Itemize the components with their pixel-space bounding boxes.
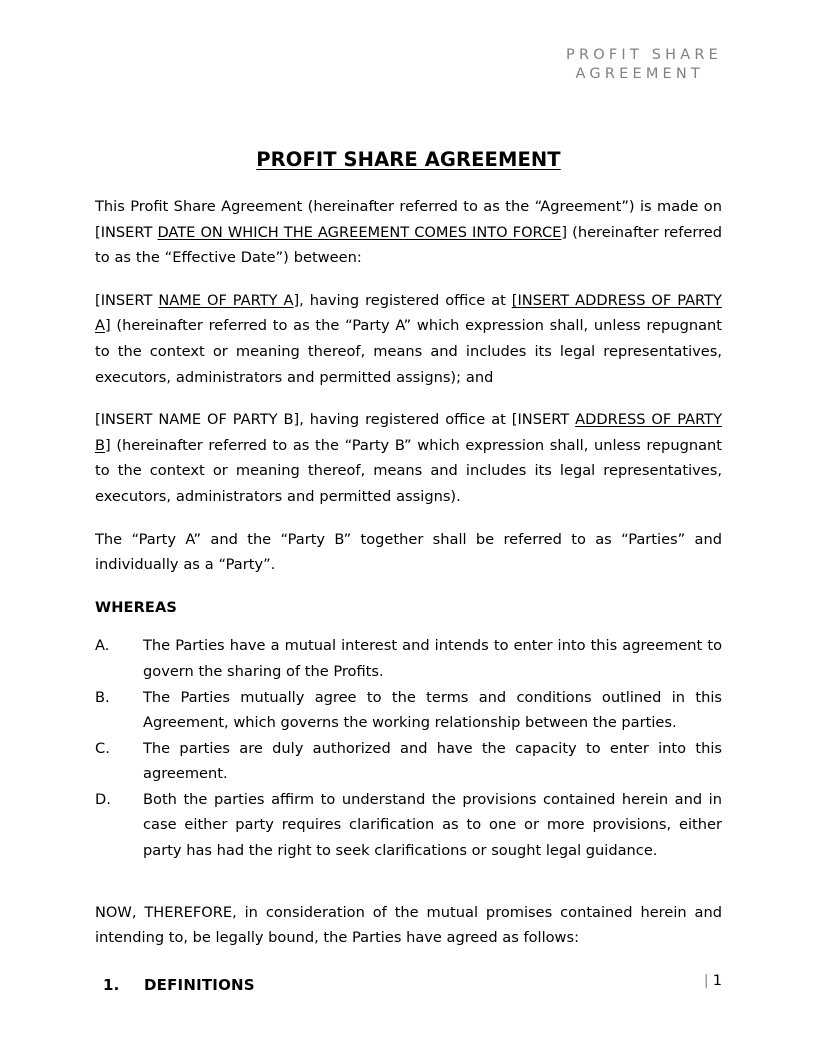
paragraph-party-a [95, 288, 722, 390]
list-item-text: The Parties mutually agree to the terms and conditions outlined in this Agreement, which governs the working relationship between the parties. [143, 688, 722, 732]
running-header [95, 46, 722, 83]
section-number: 1. [103, 975, 120, 994]
party-a-text-1: [INSERT [95, 291, 159, 309]
party-b-text-1: [INSERT NAME OF PARTY B], having registered office at [INSERT [95, 411, 576, 429]
page-number: 1 [712, 972, 722, 989]
intro-placeholder-date: DATE ON WHICH THE AGREEMENT COMES INTO FORCE [157, 223, 562, 241]
list-item [95, 736, 722, 787]
paragraph-parties-definition: The “Party A” and the “Party B” together shall be referred to as “Parties” and individually as a “Party”. [95, 530, 722, 574]
page-title: PROFIT SHARE AGREEMENT [256, 148, 561, 171]
list-item-marker: B. [95, 688, 110, 706]
list-item-text: Both the parties affirm to understand the provisions contained herein and in case either party requires clarification as to one or more provisions, either party has had the right to seek clarifications or sought legal guidance. [143, 790, 722, 860]
running-header-line-2: AGREEMENT [575, 65, 704, 82]
party-a-placeholder-name: NAME OF PARTY A [158, 291, 294, 309]
list-item [95, 685, 722, 736]
paragraph-intro [95, 194, 722, 271]
whereas-list [95, 633, 722, 863]
party-b-text-2: ] (hereinafter referred to as the “Party B” which expression shall, unless repugnant to the context or meaning thereof, means and includes its legal representatives, executors, administrators and permitted assigns). [95, 436, 722, 505]
list-item-text: The Parties have a mutual interest and intends to enter into this agreement to govern the sharing of the Profits. [143, 637, 722, 680]
list-item [95, 787, 722, 864]
party-a-text-2: ], having registered office at [293, 291, 512, 309]
document-body [95, 148, 722, 998]
footer-separator: | [703, 972, 709, 989]
list-item-marker: A. [95, 637, 110, 655]
paragraph-now-therefore: NOW, THEREFORE, in consideration of the mutual promises contained herein and intending to, be legally bound, the Parties have agreed as follows: [95, 903, 722, 947]
party-b-placeholder-address: ADDRESS OF PARTY B [95, 411, 722, 454]
party-a-text-3: ] (hereinafter referred to as the “Party A” which expression shall, unless repugnant to the context or meaning thereof, means and includes its legal representatives, executors, administrators and permitted assigns); and [95, 317, 722, 386]
section-title: DEFINITIONS [144, 975, 255, 994]
intro-text-2: ] (hereinafter referred to as the “Effective Date”) between: [95, 223, 723, 267]
page-footer [95, 971, 722, 991]
list-item-marker: D. [95, 790, 111, 808]
list-item-text: The parties are duly authorized and have the capacity to enter into this agreement. [143, 739, 722, 783]
whereas-heading: WHEREAS [95, 598, 177, 616]
list-item-marker: C. [95, 739, 110, 757]
paragraph-party-b [95, 407, 722, 509]
party-a-placeholder-address: [INSERT ADDRESS OF PARTY A [95, 291, 722, 335]
running-header-line-1: PROFIT SHARE [566, 47, 722, 63]
list-item [95, 633, 722, 684]
intro-text-1: This Profit Share Agreement (hereinafter referred to as the “Agreement”) is made on [INSERT [95, 198, 722, 241]
